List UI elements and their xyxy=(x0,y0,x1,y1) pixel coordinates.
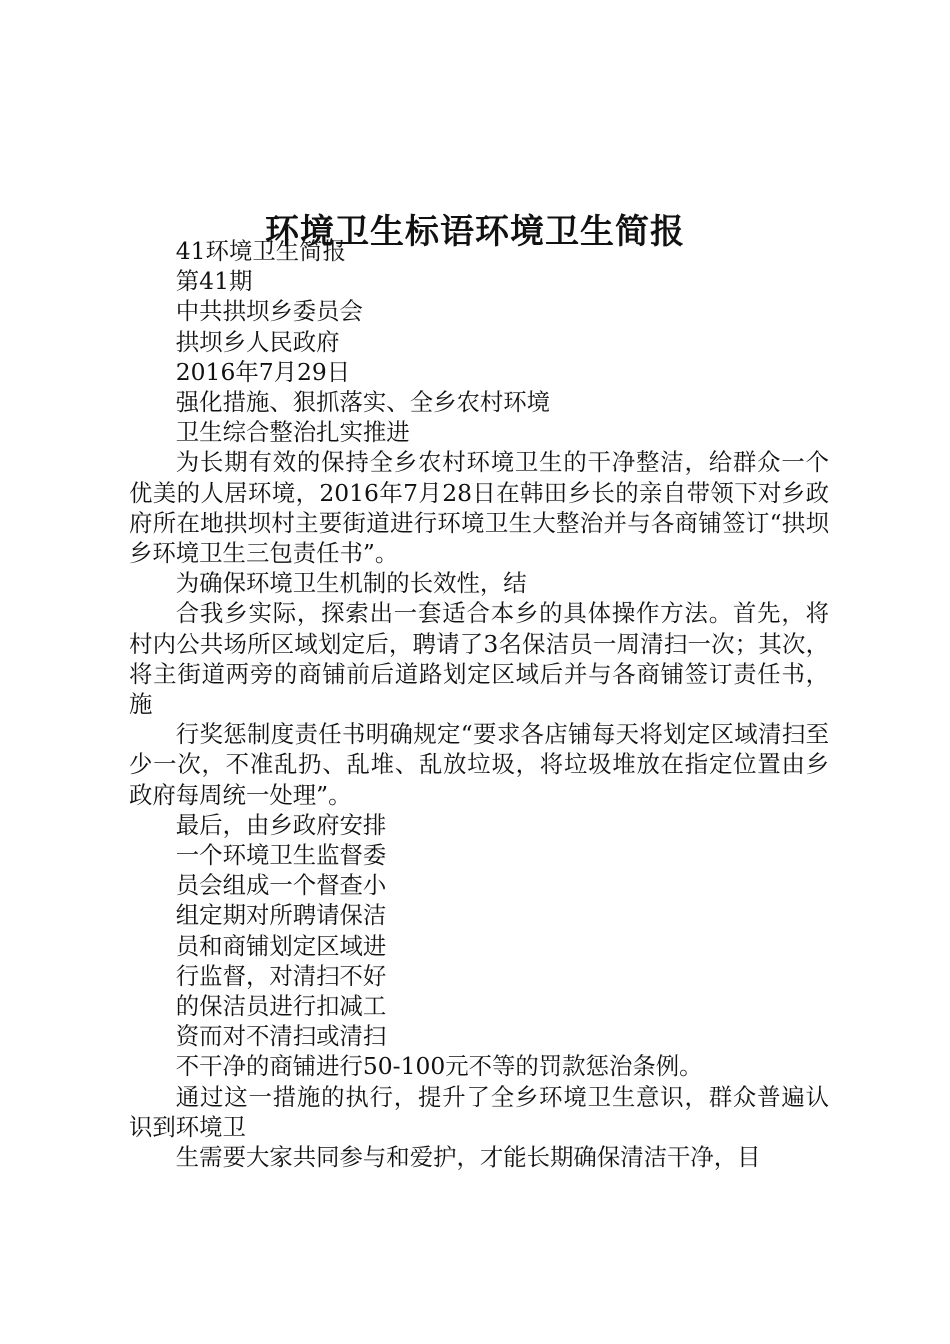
paragraph: 最后，由乡政府安排 xyxy=(175,810,387,839)
paragraph: 行监督，对清扫不好 xyxy=(175,961,387,990)
paragraph: 为长期有效的保持全乡农村环境卫生的干净整洁，给群众一个优美的人居环境，2016年7月28日在韩田乡长的亲自带领下对乡政府所在地拱坝村主要街道进行环境卫生大整治并与各商铺签订“拱坝乡环境卫生三包责任书”。 xyxy=(129,448,829,568)
issue-heading: 41环境卫生简报 xyxy=(175,237,346,265)
headline-line-1: 强化措施、狠抓落实、全乡农村环境 xyxy=(175,388,551,417)
document-title: 环境卫生标语环境卫生简报 xyxy=(265,211,685,252)
issuer-party-committee: 中共拱坝乡委员会 xyxy=(175,297,363,326)
paragraph: 资而对不清扫或清扫 xyxy=(175,1022,387,1051)
paragraph: 生需要大家共同参与和爱护，才能长期确保清洁干净，目 xyxy=(175,1143,761,1172)
paragraph: 不干净的商铺进行50-100元不等的罚款惩治条例。 xyxy=(175,1052,703,1081)
paragraph: 行奖惩制度责任书明确规定“要求各店铺每天将划定区域清扫至少一次，不准乱扔、乱堆、乱放垃圾，将垃圾堆放在指定位置由乡政府每周统一处理”。 xyxy=(129,720,829,809)
paragraph: 员和商铺划定区域进 xyxy=(175,931,387,960)
document-body xyxy=(129,236,829,1172)
paragraph: 为确保环境卫生机制的长效性，结 xyxy=(175,569,527,598)
headline-line-2: 卫生综合整治扎实推进 xyxy=(175,418,410,447)
issuer-government: 拱坝乡人民政府 xyxy=(175,327,340,356)
paragraph: 组定期对所聘请保洁 xyxy=(175,901,387,930)
issue-date: 2016年7月29日 xyxy=(175,357,351,386)
paragraph: 员会组成一个督查小 xyxy=(175,871,387,900)
paragraph: 合我乡实际，探索出一套适合本乡的具体操作方法。首先，将村内公共场所区域划定后，聘请了3名保洁员一周清扫一次；其次，将主街道两旁的商铺前后道路划定区域后并与各商铺签订责任书，施 xyxy=(129,599,829,719)
paragraph: 一个环境卫生监督委 xyxy=(175,841,387,870)
paragraph: 的保洁员进行扣减工 xyxy=(175,992,387,1021)
paragraph: 通过这一措施的执行，提升了全乡环境卫生意识，群众普遍认识到环境卫 xyxy=(129,1082,829,1141)
issue-number: 第41期 xyxy=(175,267,253,296)
